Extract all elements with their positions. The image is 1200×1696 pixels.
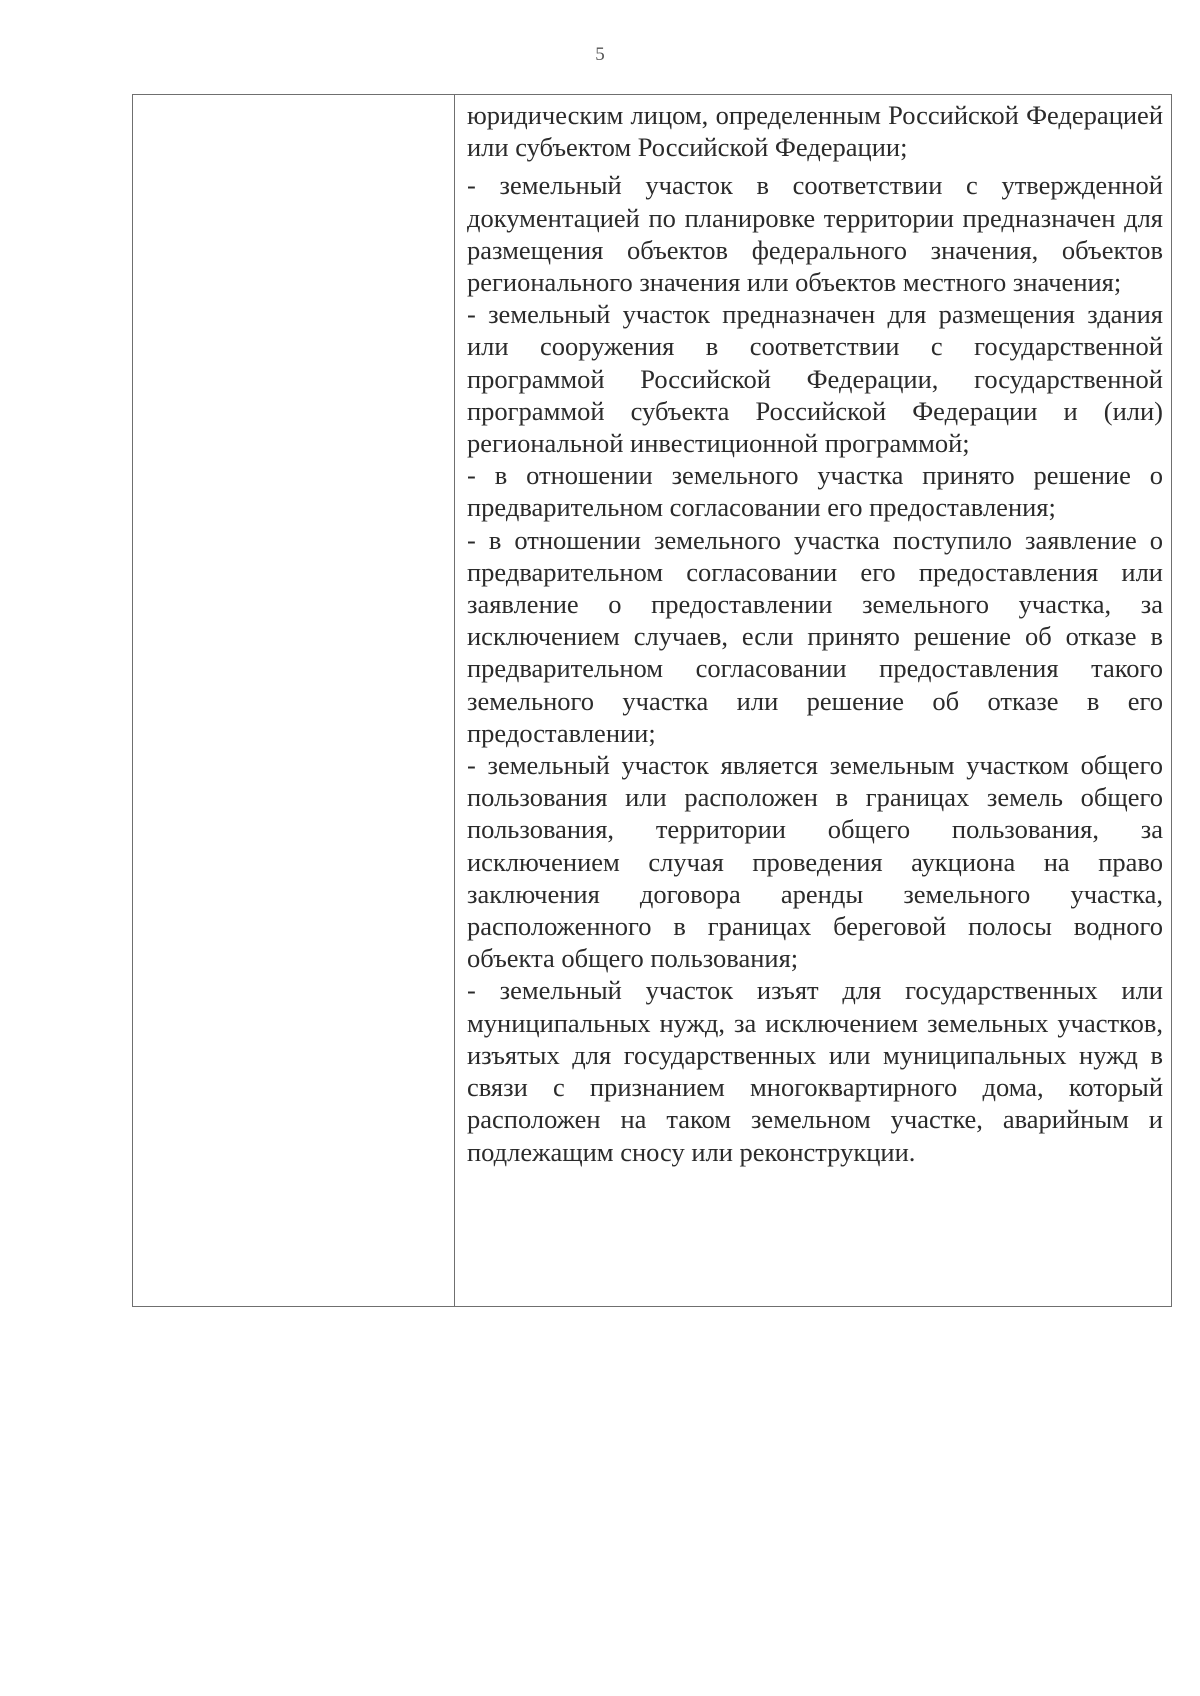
paragraph-public-use-land: - земельный участок является земельным участком общего пользования или расположен в границах земель общего пользования, территории общего пользования, за исключением случая проведения аукциона на право заключения договора аренды земельного участка, расположенного в границах береговой полосы водного объекта общего пользования; [467, 750, 1163, 974]
page-number: 5 [595, 44, 605, 65]
paragraph-legal-entity: юридическим лицом, определенным Российской Федерацией или субъектом Российской Федерации; [467, 100, 1163, 163]
paragraph-planning-documentation: - земельный участок в соответствии с утвержденной документацией по планировке территории предназначен для размещения объектов федерального значения, объектов регионального значения или объектов местного значения; [467, 170, 1163, 298]
paragraph-preliminary-approval-decision: - в отношении земельного участка принято решение о предварительном согласовании его предоставления; [467, 460, 1163, 523]
paragraph-application-received: - в отношении земельного участка поступило заявление о предварительном согласовании его предоставления или заявление о предоставлении земельного участка, за исключением случаев, если принято решение об отказе в предварительном согласовании предоставления такого земельного участка или решение об отказе в его предоставлении; [467, 524, 1163, 748]
table-left-cell [133, 95, 455, 1306]
paragraph-land-seized: - земельный участок изъят для государственных или муниципальных нужд, за исключением земельных участков, изъятых для государственных или муниципальных нужд в связи с признанием многоквартирного дома, который расположен на таком земельном участке, аварийным и подлежащим сносу или реконструкции. [467, 975, 1163, 1167]
table-right-cell [455, 95, 1171, 1306]
document-table [132, 94, 1172, 1307]
paragraph-state-program: - земельный участок предназначен для размещения здания или сооружения в соответствии с государственной программой Российской Федерации, государственной программой субъекта Российской Федерации и (или) региональной инвестиционной программой; [467, 299, 1163, 459]
